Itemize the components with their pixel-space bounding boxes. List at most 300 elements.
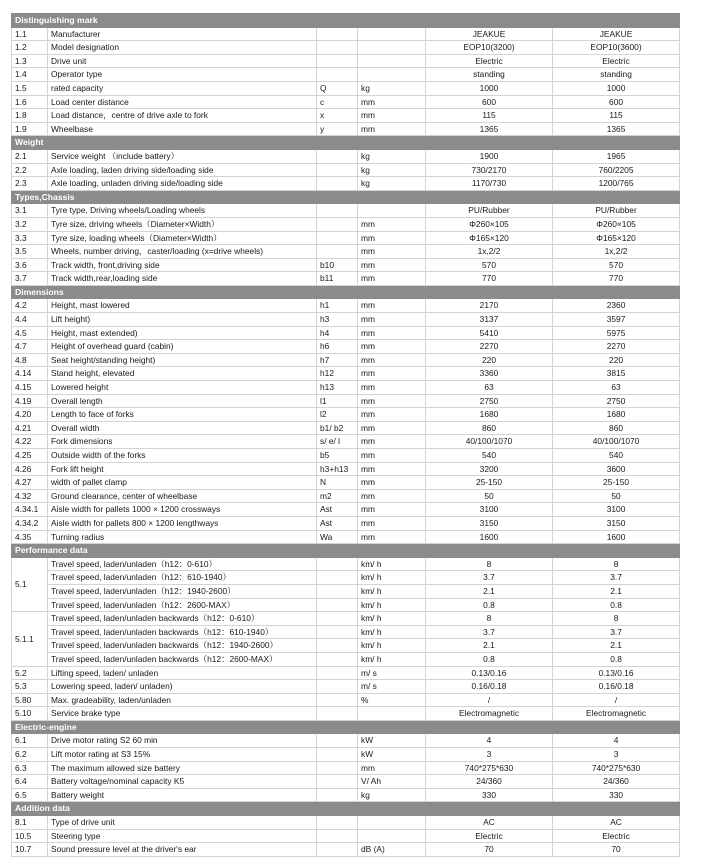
value-model-1: 115 xyxy=(426,109,553,123)
spec-number: 6.2 xyxy=(12,748,48,762)
value-model-1: standing xyxy=(426,68,553,82)
spec-symbol xyxy=(317,571,358,585)
spec-unit: mm xyxy=(358,489,426,503)
spec-row xyxy=(12,516,680,530)
spec-symbol xyxy=(317,598,358,612)
value-model-2: 25-150 xyxy=(553,476,680,490)
spec-description: Height, mast extended) xyxy=(48,326,317,340)
spec-description: Tyre size, loading wheels（Diameter×Width） xyxy=(48,231,317,245)
spec-unit xyxy=(358,816,426,830)
spec-description: Tyre type, Driving wheels/Loading wheels xyxy=(48,204,317,218)
spec-symbol xyxy=(317,612,358,626)
value-model-1: 1680 xyxy=(426,408,553,422)
value-model-1: 63 xyxy=(426,381,553,395)
spec-number: 4.32 xyxy=(12,489,48,503)
spec-symbol: h12 xyxy=(317,367,358,381)
spec-symbol: h7 xyxy=(317,353,358,367)
value-model-2: 3 xyxy=(553,748,680,762)
spec-symbol xyxy=(317,177,358,191)
spec-description: Load distance，centre of drive axle to fork xyxy=(48,109,317,123)
section-header xyxy=(12,544,680,558)
spec-unit: mm xyxy=(358,326,426,340)
spec-row xyxy=(12,122,680,136)
spec-description: Track width,rear,loading side xyxy=(48,272,317,286)
value-model-2: 50 xyxy=(553,489,680,503)
value-model-1: 0.8 xyxy=(426,598,553,612)
spec-number: 4.26 xyxy=(12,462,48,476)
spec-number: 4.2 xyxy=(12,299,48,313)
value-model-2: 3150 xyxy=(553,516,680,530)
spec-description: Operator type xyxy=(48,68,317,82)
value-model-2: 1965 xyxy=(553,149,680,163)
spec-description: Load center distance xyxy=(48,95,317,109)
spec-symbol xyxy=(317,584,358,598)
spec-symbol xyxy=(317,707,358,721)
value-model-1: 3100 xyxy=(426,503,553,517)
value-model-2: 3597 xyxy=(553,313,680,327)
spec-unit: mm xyxy=(358,449,426,463)
section-header xyxy=(12,802,680,816)
value-model-2: 3100 xyxy=(553,503,680,517)
spec-unit: kg xyxy=(358,177,426,191)
spec-symbol xyxy=(317,734,358,748)
spec-description: Manufacturer xyxy=(48,27,317,41)
spec-description: Battery weight xyxy=(48,788,317,802)
spec-unit: mm xyxy=(358,761,426,775)
spec-description: Height, mast lowered xyxy=(48,299,317,313)
spec-row xyxy=(12,571,680,585)
value-model-2: Φ165×120 xyxy=(553,231,680,245)
spec-number: 4.15 xyxy=(12,381,48,395)
spec-number: 8.1 xyxy=(12,816,48,830)
spec-symbol: h1 xyxy=(317,299,358,313)
value-model-2: Electric xyxy=(553,829,680,843)
spec-symbol: m2 xyxy=(317,489,358,503)
spec-number: 5.1.1 xyxy=(12,612,48,666)
value-model-1: 1900 xyxy=(426,149,553,163)
value-model-1: 4 xyxy=(426,734,553,748)
spec-description: Fork lift height xyxy=(48,462,317,476)
spec-number: 1.1 xyxy=(12,27,48,41)
spec-number: 1.3 xyxy=(12,54,48,68)
spec-number: 3.2 xyxy=(12,217,48,231)
spec-description: Model designation xyxy=(48,41,317,55)
spec-number: 4.34.2 xyxy=(12,516,48,530)
spec-number: 1.2 xyxy=(12,41,48,55)
spec-symbol: N xyxy=(317,476,358,490)
spec-description: Lift height) xyxy=(48,313,317,327)
spec-symbol: b11 xyxy=(317,272,358,286)
spec-row xyxy=(12,707,680,721)
spec-symbol xyxy=(317,843,358,857)
value-model-2: AC xyxy=(553,816,680,830)
value-model-2: 2.1 xyxy=(553,584,680,598)
value-model-2: 1x,2/2 xyxy=(553,245,680,259)
spec-symbol xyxy=(317,652,358,666)
spec-row xyxy=(12,81,680,95)
value-model-2: standing xyxy=(553,68,680,82)
value-model-2: 3815 xyxy=(553,367,680,381)
spec-description: width of pallet clamp xyxy=(48,476,317,490)
value-model-1: 2750 xyxy=(426,394,553,408)
spec-number: 2.2 xyxy=(12,163,48,177)
value-model-1: 1170/730 xyxy=(426,177,553,191)
value-model-1: EOP10(3200) xyxy=(426,41,553,55)
value-model-2: 3.7 xyxy=(553,625,680,639)
value-model-1: Electric xyxy=(426,829,553,843)
value-model-1: 40/100/1070 xyxy=(426,435,553,449)
spec-symbol xyxy=(317,217,358,231)
spec-row xyxy=(12,68,680,82)
spec-number: 6.4 xyxy=(12,775,48,789)
spec-description: Aisle width for pallets 1000 × 1200 crossways xyxy=(48,503,317,517)
spec-row xyxy=(12,109,680,123)
value-model-2: 600 xyxy=(553,95,680,109)
spec-row xyxy=(12,313,680,327)
spec-unit: mm xyxy=(358,231,426,245)
spec-unit xyxy=(358,27,426,41)
spec-symbol xyxy=(317,557,358,571)
spec-unit: mm xyxy=(358,530,426,544)
spec-symbol xyxy=(317,625,358,639)
section-title: Electric-engine xyxy=(12,720,680,734)
spec-number: 2.1 xyxy=(12,149,48,163)
spec-symbol: l1 xyxy=(317,394,358,408)
spec-number: 4.7 xyxy=(12,340,48,354)
spec-unit: mm xyxy=(358,313,426,327)
value-model-1: 330 xyxy=(426,788,553,802)
spec-number: 4.22 xyxy=(12,435,48,449)
spec-number: 6.5 xyxy=(12,788,48,802)
spec-description: Travel speed, laden/unladen（h12：0-610） xyxy=(48,557,317,571)
spec-symbol xyxy=(317,204,358,218)
spec-row xyxy=(12,177,680,191)
spec-row xyxy=(12,598,680,612)
spec-number: 4.5 xyxy=(12,326,48,340)
spec-row xyxy=(12,340,680,354)
spec-row xyxy=(12,680,680,694)
value-model-1: 0.8 xyxy=(426,652,553,666)
spec-symbol: Ast xyxy=(317,503,358,517)
spec-row xyxy=(12,652,680,666)
spec-unit: kg xyxy=(358,163,426,177)
spec-unit: mm xyxy=(358,435,426,449)
spec-unit: mm xyxy=(358,421,426,435)
spec-number: 1.5 xyxy=(12,81,48,95)
value-model-2: 1200/765 xyxy=(553,177,680,191)
value-model-1: Φ165×120 xyxy=(426,231,553,245)
value-model-2: 770 xyxy=(553,272,680,286)
spec-description: Seat height/standing height) xyxy=(48,353,317,367)
value-model-2: 2.1 xyxy=(553,639,680,653)
spec-symbol: c xyxy=(317,95,358,109)
spec-number: 5.3 xyxy=(12,680,48,694)
spec-description: Lift motor rating at S3 15% xyxy=(48,748,317,762)
spec-symbol xyxy=(317,639,358,653)
spec-number: 3.7 xyxy=(12,272,48,286)
section-header xyxy=(12,190,680,204)
value-model-1: 3150 xyxy=(426,516,553,530)
value-model-1: 2270 xyxy=(426,340,553,354)
value-model-1: 1x,2/2 xyxy=(426,245,553,259)
value-model-1: 770 xyxy=(426,272,553,286)
value-model-2: 8 xyxy=(553,557,680,571)
value-model-2: 40/100/1070 xyxy=(553,435,680,449)
spec-number: 10.7 xyxy=(12,843,48,857)
spec-number: 5.2 xyxy=(12,666,48,680)
spec-description: Lowered height xyxy=(48,381,317,395)
spec-number: 4.35 xyxy=(12,530,48,544)
value-model-1: 3360 xyxy=(426,367,553,381)
spec-unit: kW xyxy=(358,734,426,748)
spec-row xyxy=(12,530,680,544)
spec-number: 4.4 xyxy=(12,313,48,327)
spec-description: Turning radius xyxy=(48,530,317,544)
value-model-2: 740*275*630 xyxy=(553,761,680,775)
spec-row xyxy=(12,639,680,653)
spec-row xyxy=(12,435,680,449)
spec-table xyxy=(11,13,680,857)
value-model-2: 220 xyxy=(553,353,680,367)
spec-number: 4.8 xyxy=(12,353,48,367)
spec-unit: mm xyxy=(358,258,426,272)
spec-symbol xyxy=(317,231,358,245)
spec-symbol: y xyxy=(317,122,358,136)
spec-description: Fork dimensions xyxy=(48,435,317,449)
spec-row xyxy=(12,761,680,775)
spec-symbol: Q xyxy=(317,81,358,95)
value-model-1: 25-150 xyxy=(426,476,553,490)
spec-description: Height of overhead guard (cabin) xyxy=(48,340,317,354)
spec-unit: mm xyxy=(358,476,426,490)
spec-unit: km/ h xyxy=(358,612,426,626)
value-model-1: 3137 xyxy=(426,313,553,327)
spec-description: Overall length xyxy=(48,394,317,408)
spec-symbol: b5 xyxy=(317,449,358,463)
spec-row xyxy=(12,217,680,231)
spec-unit: km/ h xyxy=(358,639,426,653)
spec-number: 3.6 xyxy=(12,258,48,272)
spec-number: 4.14 xyxy=(12,367,48,381)
section-header xyxy=(12,14,680,28)
spec-row xyxy=(12,394,680,408)
spec-description: Travel speed, laden/unladen backwards（h12：1940-2600） xyxy=(48,639,317,653)
spec-description: Steering type xyxy=(48,829,317,843)
spec-symbol: b1/ b2 xyxy=(317,421,358,435)
spec-description: Travel speed, laden/unladen（h12：610-1940） xyxy=(48,571,317,585)
spec-number: 4.19 xyxy=(12,394,48,408)
spec-row xyxy=(12,557,680,571)
spec-symbol: h4 xyxy=(317,326,358,340)
spec-unit: kW xyxy=(358,748,426,762)
spec-unit: km/ h xyxy=(358,557,426,571)
value-model-2: Electric xyxy=(553,54,680,68)
value-model-1: 70 xyxy=(426,843,553,857)
spec-description: Drive motor rating S2 60 min xyxy=(48,734,317,748)
value-model-2: 2750 xyxy=(553,394,680,408)
spec-symbol: x xyxy=(317,109,358,123)
spec-description: Max. gradeability, laden/unladen xyxy=(48,693,317,707)
spec-number: 5.80 xyxy=(12,693,48,707)
value-model-2: 8 xyxy=(553,612,680,626)
value-model-2: 24/360 xyxy=(553,775,680,789)
value-model-1: 2.1 xyxy=(426,639,553,653)
spec-row xyxy=(12,666,680,680)
spec-symbol xyxy=(317,693,358,707)
spec-description: Wheels, number driving，caster/loading (x=drive wheels) xyxy=(48,245,317,259)
spec-symbol xyxy=(317,680,358,694)
spec-unit: mm xyxy=(358,503,426,517)
spec-row xyxy=(12,489,680,503)
value-model-1: 730/2170 xyxy=(426,163,553,177)
spec-row xyxy=(12,245,680,259)
value-model-2: 0.8 xyxy=(553,598,680,612)
spec-row xyxy=(12,95,680,109)
value-model-1: / xyxy=(426,693,553,707)
spec-row xyxy=(12,625,680,639)
spec-unit: mm xyxy=(358,95,426,109)
spec-symbol: h3 xyxy=(317,313,358,327)
section-title: Addition data xyxy=(12,802,680,816)
value-model-1: 1365 xyxy=(426,122,553,136)
spec-unit: kg xyxy=(358,81,426,95)
spec-description: rated capacity xyxy=(48,81,317,95)
spec-number: 10.5 xyxy=(12,829,48,843)
spec-number: 6.3 xyxy=(12,761,48,775)
spec-symbol: h13 xyxy=(317,381,358,395)
spec-unit: mm xyxy=(358,394,426,408)
spec-row xyxy=(12,816,680,830)
spec-description: Wheelbase xyxy=(48,122,317,136)
value-model-1: 5410 xyxy=(426,326,553,340)
value-model-1: 3 xyxy=(426,748,553,762)
spec-row xyxy=(12,829,680,843)
value-model-1: 2170 xyxy=(426,299,553,313)
value-model-2: 3.7 xyxy=(553,571,680,585)
spec-symbol xyxy=(317,666,358,680)
spec-unit: mm xyxy=(358,462,426,476)
spec-symbol: Wa xyxy=(317,530,358,544)
spec-row xyxy=(12,693,680,707)
spec-row xyxy=(12,204,680,218)
spec-symbol xyxy=(317,775,358,789)
value-model-2: Electromagnetic xyxy=(553,707,680,721)
spec-unit xyxy=(358,707,426,721)
spec-unit: km/ h xyxy=(358,571,426,585)
spec-symbol: h6 xyxy=(317,340,358,354)
spec-row xyxy=(12,272,680,286)
spec-row xyxy=(12,54,680,68)
value-model-1: 3200 xyxy=(426,462,553,476)
spec-symbol: l2 xyxy=(317,408,358,422)
spec-description: Stand height, elevated xyxy=(48,367,317,381)
spec-symbol xyxy=(317,245,358,259)
spec-row xyxy=(12,788,680,802)
spec-symbol: Ast xyxy=(317,516,358,530)
section-title: Dimensions xyxy=(12,285,680,299)
section-header xyxy=(12,285,680,299)
spec-unit: mm xyxy=(358,272,426,286)
spec-number: 1.6 xyxy=(12,95,48,109)
spec-row xyxy=(12,27,680,41)
spec-row xyxy=(12,748,680,762)
spec-row xyxy=(12,775,680,789)
spec-unit: km/ h xyxy=(358,625,426,639)
spec-description: Service brake type xyxy=(48,707,317,721)
spec-symbol xyxy=(317,41,358,55)
spec-symbol: b10 xyxy=(317,258,358,272)
spec-description: Travel speed, laden/unladen backwards（h12：0-610） xyxy=(48,612,317,626)
value-model-2: 1600 xyxy=(553,530,680,544)
value-model-2: 760/2205 xyxy=(553,163,680,177)
section-title: Performance data xyxy=(12,544,680,558)
spec-symbol xyxy=(317,816,358,830)
value-model-1: JEAKUE xyxy=(426,27,553,41)
spec-unit: m/ s xyxy=(358,680,426,694)
spec-symbol xyxy=(317,68,358,82)
spec-row xyxy=(12,612,680,626)
value-model-1: 220 xyxy=(426,353,553,367)
spec-unit: mm xyxy=(358,516,426,530)
value-model-1: 8 xyxy=(426,612,553,626)
value-model-1: 8 xyxy=(426,557,553,571)
spec-unit: mm xyxy=(358,109,426,123)
value-model-1: 50 xyxy=(426,489,553,503)
spec-unit: mm xyxy=(358,367,426,381)
spec-number: 4.27 xyxy=(12,476,48,490)
value-model-1: 600 xyxy=(426,95,553,109)
spec-unit xyxy=(358,41,426,55)
spec-symbol xyxy=(317,163,358,177)
spec-number: 5.10 xyxy=(12,707,48,721)
value-model-1: 3.7 xyxy=(426,571,553,585)
section-header xyxy=(12,720,680,734)
spec-row xyxy=(12,584,680,598)
value-model-2: 540 xyxy=(553,449,680,463)
spec-number: 5.1 xyxy=(12,557,48,611)
spec-row xyxy=(12,476,680,490)
value-model-2: EOP10(3600) xyxy=(553,41,680,55)
spec-description: Travel speed, laden/unladen backwards（h12：2600-MAX） xyxy=(48,652,317,666)
spec-row xyxy=(12,503,680,517)
spec-description: Sound pressure level at the driver's ear xyxy=(48,843,317,857)
value-model-1: 24/360 xyxy=(426,775,553,789)
value-model-2: JEAKUE xyxy=(553,27,680,41)
spec-number: 6.1 xyxy=(12,734,48,748)
value-model-2: 330 xyxy=(553,788,680,802)
spec-row xyxy=(12,326,680,340)
value-model-1: 0.13/0.16 xyxy=(426,666,553,680)
spec-unit: % xyxy=(358,693,426,707)
value-model-2: 860 xyxy=(553,421,680,435)
spec-unit: mm xyxy=(358,381,426,395)
value-model-2: 2270 xyxy=(553,340,680,354)
value-model-2: 2360 xyxy=(553,299,680,313)
spec-unit: km/ h xyxy=(358,584,426,598)
spec-unit: mm xyxy=(358,245,426,259)
spec-unit: mm xyxy=(358,408,426,422)
spec-unit xyxy=(358,68,426,82)
spec-symbol xyxy=(317,748,358,762)
value-model-1: PU/Rubber xyxy=(426,204,553,218)
spec-number: 4.25 xyxy=(12,449,48,463)
spec-unit xyxy=(358,54,426,68)
value-model-2: 0.8 xyxy=(553,652,680,666)
spec-symbol xyxy=(317,27,358,41)
value-model-2: / xyxy=(553,693,680,707)
spec-description: Service weight （include battery） xyxy=(48,149,317,163)
value-model-1: 540 xyxy=(426,449,553,463)
